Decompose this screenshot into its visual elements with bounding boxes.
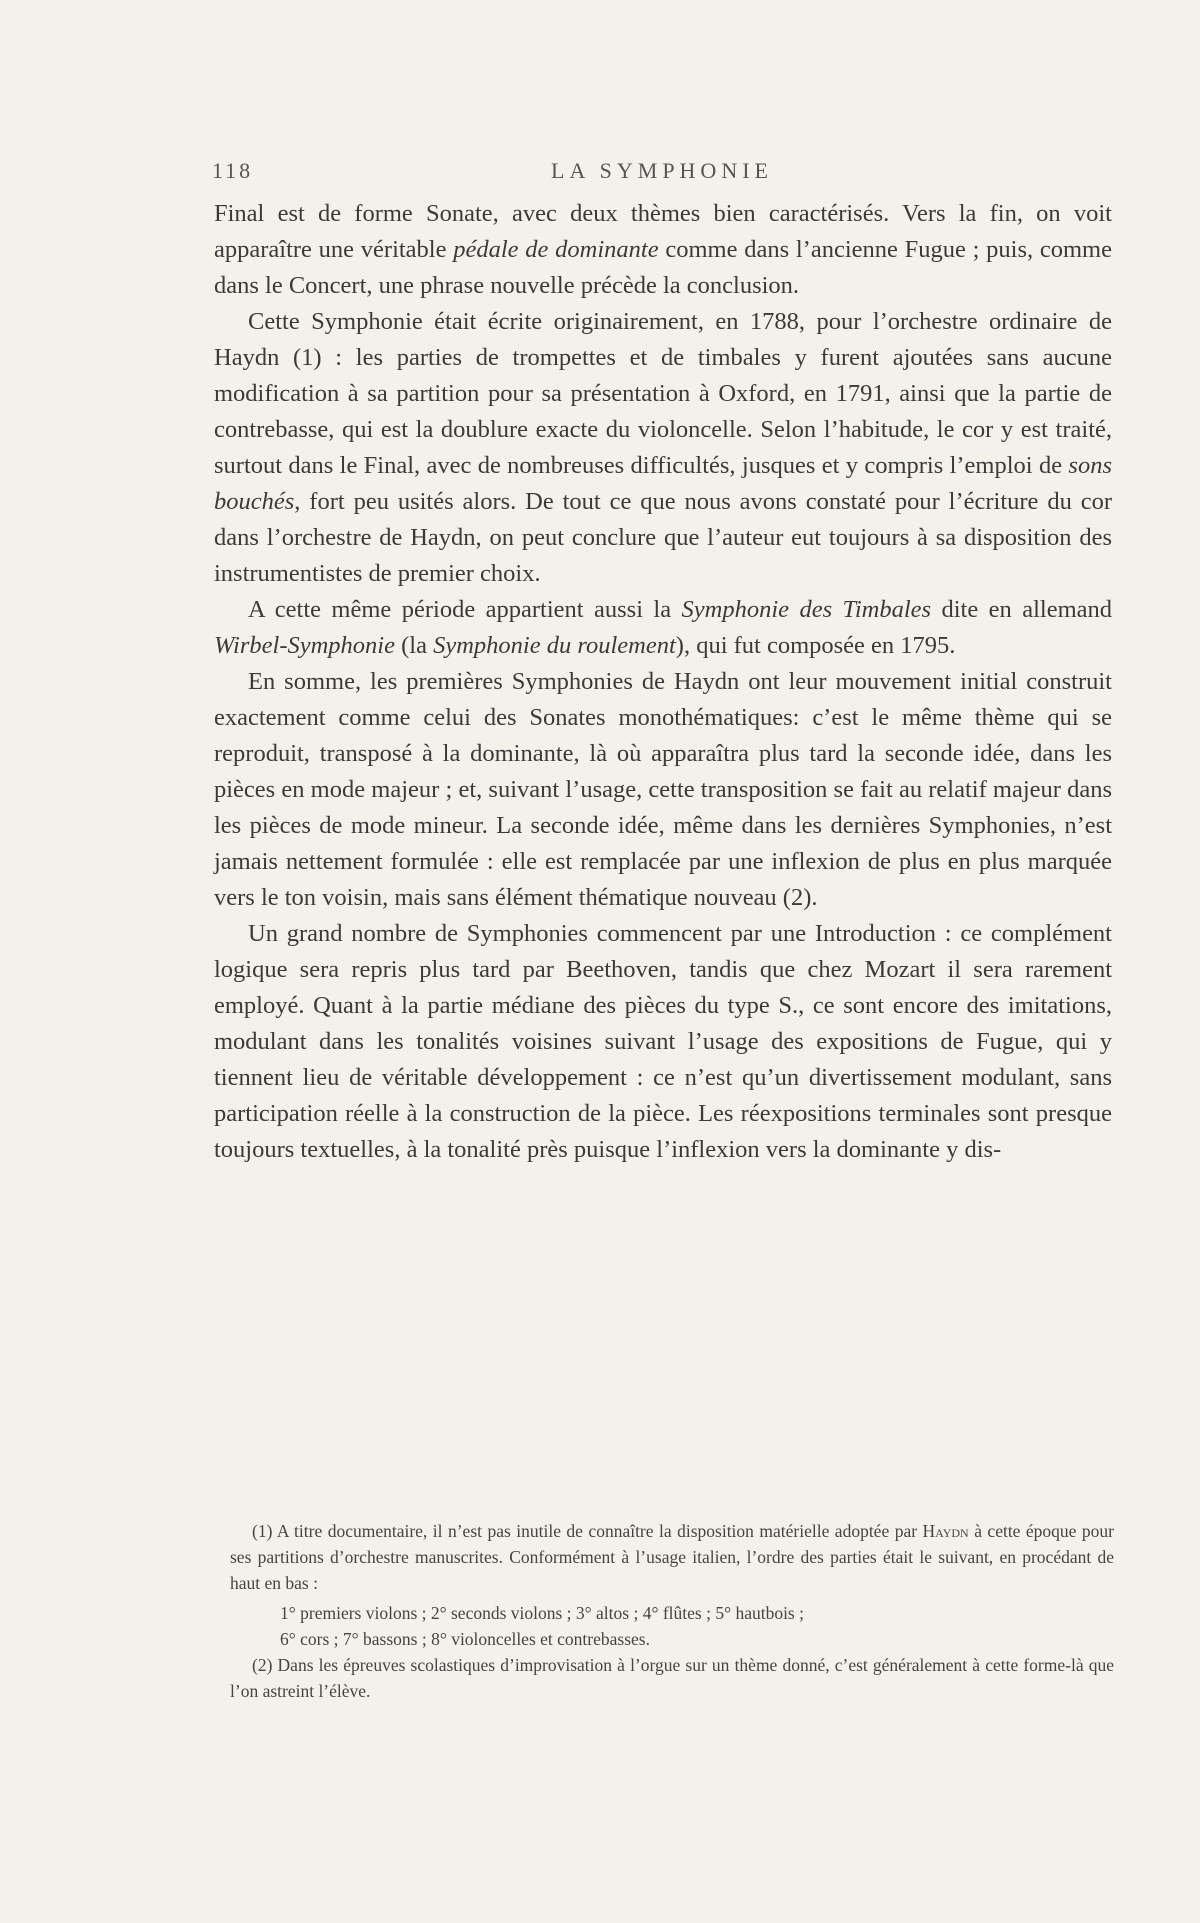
paragraph-5: Un grand nombre de Symphonies commencent par une Introduction : ce complément logique sera repris plus tard par Beethoven, tandis que chez Mozart il sera rarement employé. Quant à la partie médiane des pièces du type S., ce sont encore des imitations, modulant dans les tonalités voisines suivant l’usage des expositions de Fugue, qui y tiennent lieu de véritable développement : ce n’est qu’un divertissement modulant, sans participation réelle à la construction de la pièce. Les réexpositions terminales sont presque toujours textuelles, à la tonalité près puisque l’inflexion vers la dominante y dis- xyxy=(214,920,1112,1163)
paragraph-4: En somme, les premières Symphonies de Haydn ont leur mouvement initial construit exactement comme celui des Sonates monothématiques: c’est le même thème qui se reproduit, transposé à la dominante, là où apparaîtra plus tard la seconde idée, dans les pièces en mode majeur ; et, suivant l’usage, cette transposition se fait au relatif majeur dans les pièces de mode mineur. La seconde idée, même dans les dernières Symphonies, n’est jamais nettement formulée : elle est remplacée par une inflexion de plus en plus marquée vers le ton voisin, mais sans élément thématique nouveau (2). xyxy=(214,668,1112,911)
italic-term: Wirbel-Symphonie xyxy=(214,632,395,659)
small-caps-name: Haydn xyxy=(922,1521,969,1541)
footnote-1 xyxy=(230,1518,1114,1596)
italic-term: pédale de dominante xyxy=(453,236,659,263)
italic-term: Symphonie des Timbales xyxy=(681,596,932,623)
paragraph-1 xyxy=(214,196,1112,304)
paragraph-3 xyxy=(214,592,1112,664)
text-run: à cette époque pour ses partitions d’orchestre manuscrites. Conformément à l’usage italien, l’ordre des parties était le suivant, en procédant de haut en bas : xyxy=(230,1521,1114,1593)
footnote-2: (2) Dans les épreuves scolastiques d’improvisation à l’orgue sur un thème donné, c’est généralement à cette forme-là que l’on astreint l’élève. xyxy=(230,1655,1114,1701)
footnotes xyxy=(230,1518,1114,1708)
text-run: comme dans l’ancienne Fugue ; puis, comme dans le Concert, une phrase nouvelle précède la conclusion. xyxy=(214,236,1112,299)
running-title: LA SYMPHONIE xyxy=(551,158,773,183)
text-run: A cette même période appartient aussi la xyxy=(248,596,682,623)
text-run: (1) A titre documentaire, il n’est pas inutile de connaître la disposition matérielle adoptée par xyxy=(252,1521,923,1541)
text-run: (la xyxy=(395,632,434,659)
footnote-1-list-line-1: 1° premiers violons ; 2° seconds violons ; 3° altos ; 4° flûtes ; 5° hautbois ; xyxy=(280,1603,804,1623)
text-run: ), qui fut composée en 1795. xyxy=(675,632,956,659)
text-run: Final est de forme Sonate, avec deux thèmes bien caractérisés. Vers la fin, on voit apparaître une véritable xyxy=(214,200,1112,263)
text-run: dite en allemand xyxy=(931,596,1113,623)
main-text xyxy=(214,196,1112,1168)
italic-term: sons bouchés xyxy=(214,452,1112,515)
footnote-1-list-line-2: 6° cors ; 7° bassons ; 8° violoncelles et contrebasses. xyxy=(280,1629,650,1649)
paragraph-2 xyxy=(214,304,1112,592)
italic-term: Symphonie du roulement xyxy=(433,632,676,659)
page-number: 118 xyxy=(212,158,254,183)
text-run: Cette Symphonie était écrite originairement, en 1788, pour l’orchestre ordinaire de Haydn (1) : les parties de trompettes et de timbales y furent ajoutées sans aucune modification à sa partition pour sa présentation à Oxford, en 1791, ainsi que la partie de contrebasse, qui est la doublure exacte du violoncelle. Selon l’habitude, le cor y est traité, surtout dans le Final, avec de nombreuses difficultés, jusques et y compris l’emploi de xyxy=(214,308,1112,479)
page-header xyxy=(212,150,1112,186)
text-run: , fort peu usités alors. De tout ce que nous avons constaté pour l’écriture du cor dans l’orchestre de Haydn, on peut conclure que l’auteur eut toujours à sa disposition des instrumentistes de premier choix. xyxy=(214,488,1112,587)
